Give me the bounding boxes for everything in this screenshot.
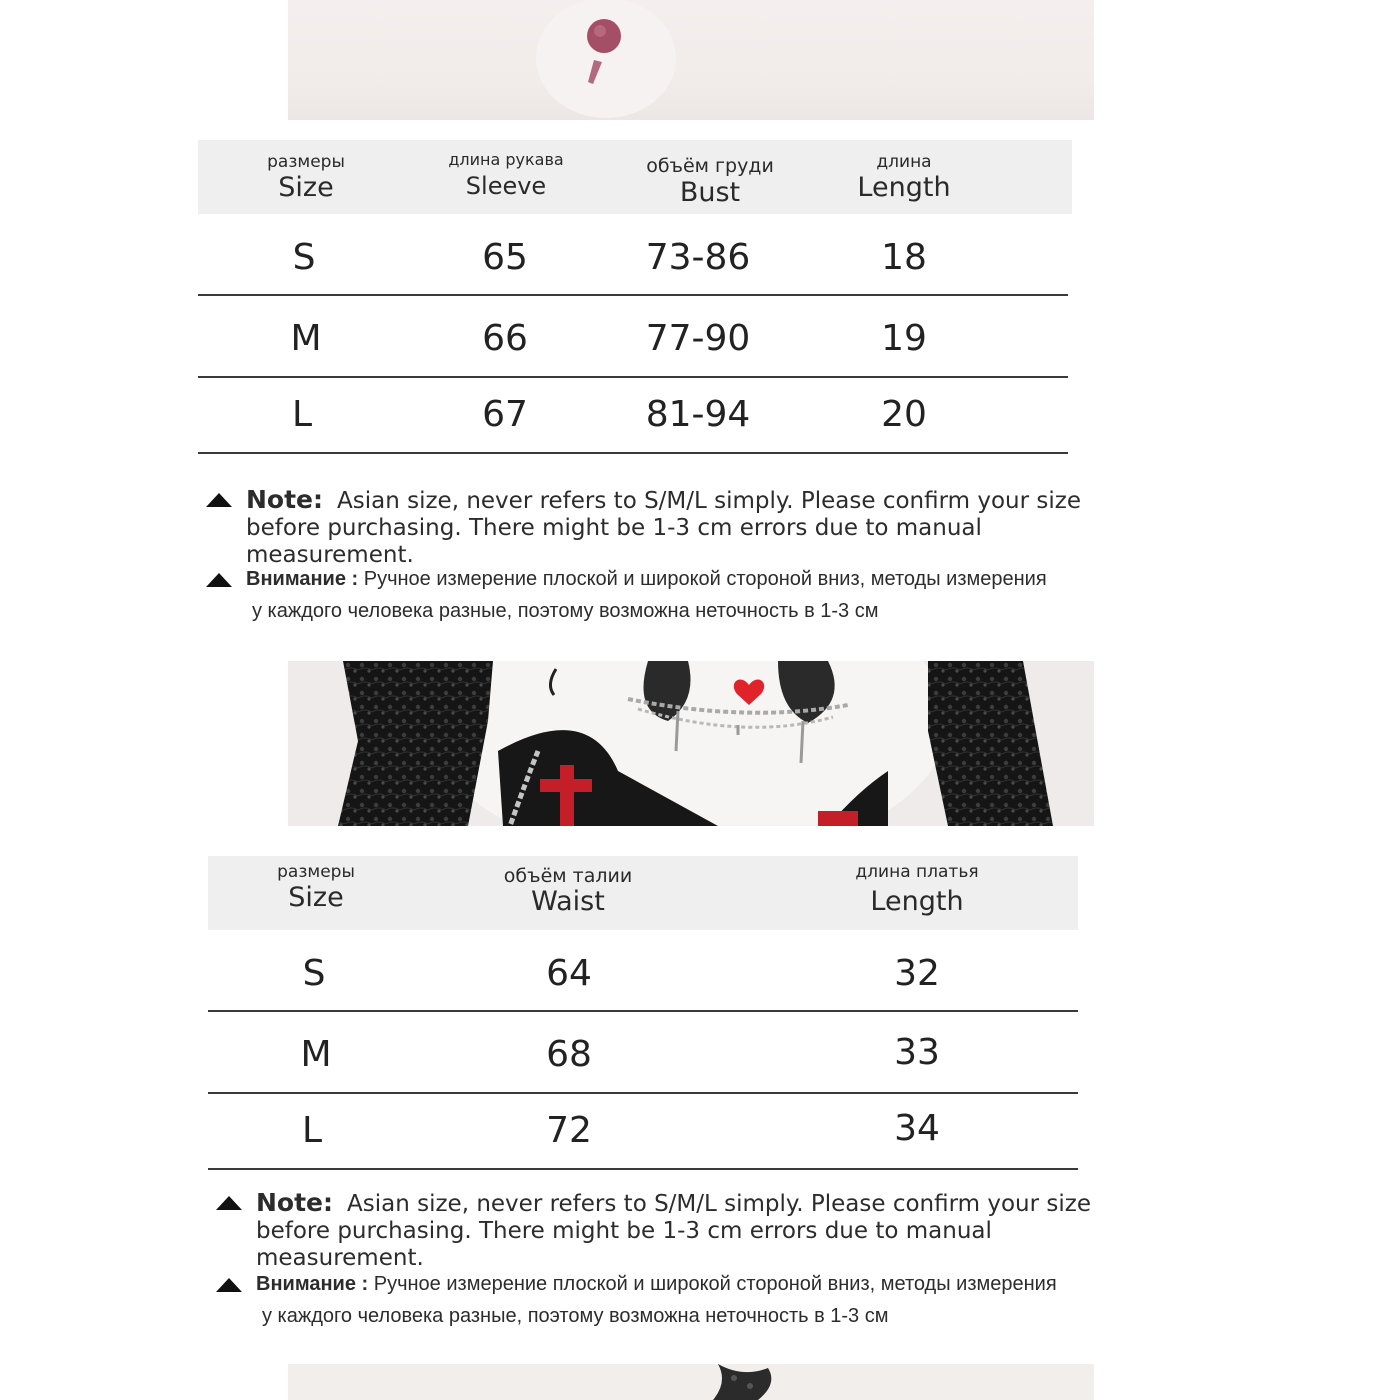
warning-triangle-icon [206,573,232,587]
table-row [198,214,1068,296]
bust-cell: 73-86 [645,237,751,278]
sleeve-cell: 67 [482,394,528,435]
sleeve-cell: 66 [482,318,528,359]
note-label: Note: [246,485,324,514]
header-en-label: Size [288,882,344,913]
length-cell: 20 [881,394,927,435]
note-english [206,485,1086,568]
note-text [246,486,1086,569]
table-row [208,1012,1078,1094]
product-photo-bottom [288,1364,1094,1400]
note-label: Внимание : [246,568,359,590]
note-line-2: у каждого человека разные, поэтому возможна неточность в 1-3 см [252,600,879,622]
note-russian [216,1268,1096,1334]
note-line-2: у каждого человека разные, поэтому возможна неточность в 1-3 см [262,1305,889,1327]
table-row [198,296,1068,378]
mannequin-pin-image [288,0,1094,120]
warning-triangle-icon [216,1278,242,1292]
waist-cell: 68 [546,1034,592,1075]
header-en-label: Size [278,172,334,203]
header-size [277,856,355,930]
length-cell: 19 [881,318,927,359]
header-waist [504,856,632,930]
header-en-label: Length [870,886,964,917]
length-cell: 32 [894,953,940,994]
note-text [246,563,1086,627]
note-russian [206,563,1086,629]
size-chart-dress [208,856,1078,1170]
header-ru-label: длина платья [855,862,979,882]
header-ru-label: длина рукава [448,150,564,169]
note-line-1: Ручное измерение плоской и широкой стороной вниз, методы измерения [373,1273,1057,1295]
warning-triangle-icon [216,1196,242,1210]
warning-triangle-icon [206,493,232,507]
product-photo-middle [288,661,1094,826]
size-cell: S [302,953,326,994]
waist-cell: 72 [546,1110,592,1151]
product-photo-top [288,0,1094,120]
bust-cell: 81-94 [645,394,751,435]
note-body: Asian size, never refers to S/M/L simply. Please confirm your size before purchasing. There might be 1-3 cm errors due to manual measurement. [246,488,1081,568]
size-cell: L [301,1110,323,1151]
header-length [857,140,950,214]
header-ru-label: размеры [267,152,345,172]
note-english [216,1188,1096,1271]
size-cell: M [300,1034,332,1075]
note-body: Asian size, never refers to S/M/L simply. Please confirm your size before purchasing. There might be 1-3 cm errors due to manual measurement. [256,1191,1091,1271]
table-row [208,930,1078,1012]
note-label: Note: [256,1188,334,1217]
length-cell: 33 [894,1032,940,1073]
length-cell: 34 [894,1108,940,1149]
header-ru-label: объём талии [503,865,633,887]
size-cell: L [291,394,313,435]
size-chart-top [198,140,1068,454]
size-cell: S [292,237,316,278]
header-en-label: Length [857,172,951,203]
note-text [256,1189,1096,1272]
sleeve-cell: 65 [482,237,528,278]
header-bust [646,140,774,214]
size-cell: M [290,318,322,359]
length-cell: 18 [881,237,927,278]
table-header [208,856,1078,930]
header-ru-label: объём груди [646,155,774,177]
header-ru-label: размеры [277,862,355,882]
header-en-label: Bust [679,177,741,208]
header-size [267,140,345,214]
note-text [256,1268,1096,1332]
bust-cell: 77-90 [645,318,751,359]
waist-cell: 64 [546,953,592,994]
header-dress-length [855,856,978,930]
header-en-label: Sleeve [465,172,547,200]
table-row [198,378,1068,454]
header-ru-label: длина [876,152,932,172]
note-line-1: Ручное измерение плоской и широкой стороной вниз, методы измерения [363,568,1047,590]
header-en-label: Waist [531,886,605,917]
table-row [208,1094,1078,1170]
table-header [198,140,1072,214]
gothic-outfit-image [288,661,1094,826]
header-sleeve [448,140,563,214]
lace-detail-image [288,1364,1094,1400]
note-label: Внимание : [256,1273,369,1295]
